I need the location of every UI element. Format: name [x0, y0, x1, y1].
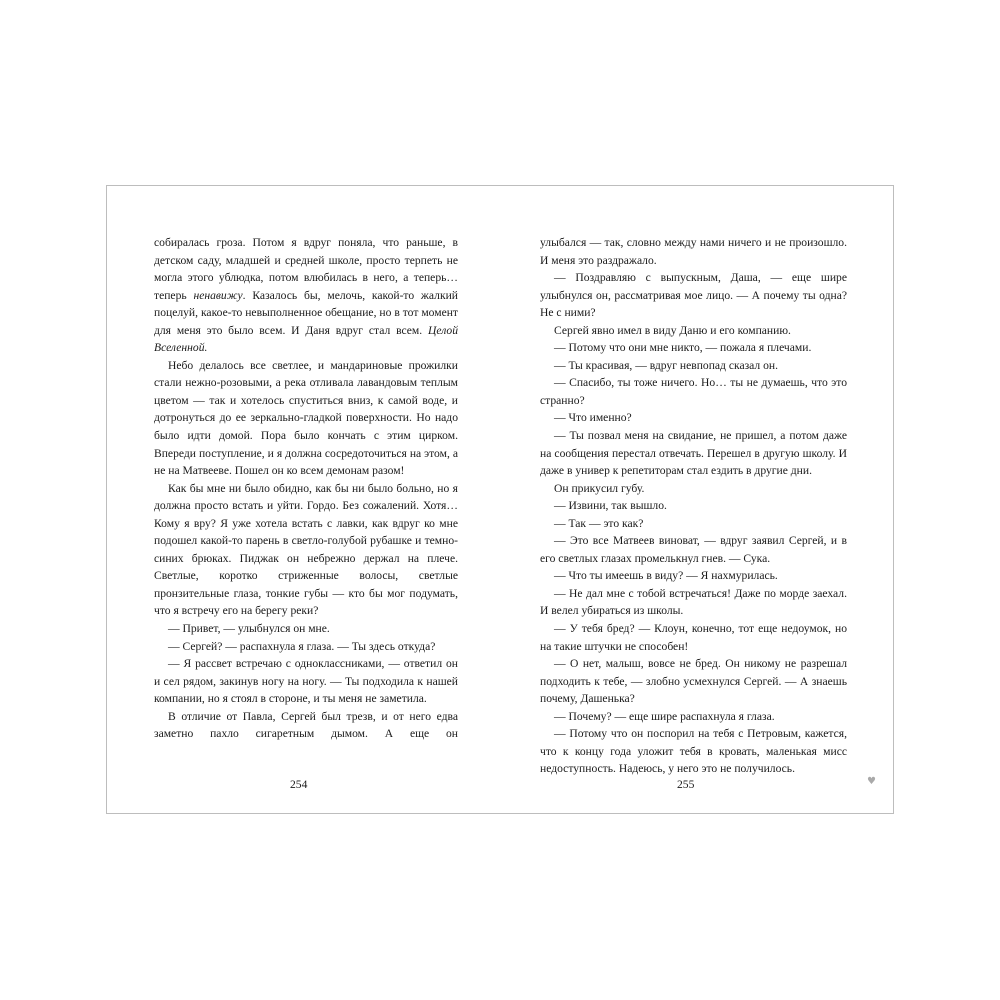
paragraph-text: . Казалось бы, мелочь, какой-то жалкий поцелуй, какое-то невыполненное обещание, но в тот момент для меня это было всем. И Даня вдруг стал всем.: [154, 288, 459, 337]
paragraph: — Так — это как?: [554, 516, 644, 530]
paragraph: — Ты позвал меня на свидание, не пришел, а потом даже на сообщения перестал отвечать. Перешел в другую школу. И даже в универ к репетиторам стал ездить в другие дни.: [540, 429, 847, 478]
paragraph: — Извини, так вышло.: [554, 499, 667, 513]
paragraph: — Это все Матвеев виноват, — вдруг заявил Сергей, и в его светлых глазах промелькнул гнев. — Сука.: [540, 534, 847, 565]
emphasis: ненавижу: [193, 288, 243, 302]
paragraph: — Привет, — улыбнулся он мне.: [168, 622, 330, 636]
paragraph: [154, 234, 458, 357]
paragraph: — Поздравляю с выпускным, Даша, — еще шире улыбнулся он, рассматривая мое лицо. — А почему ты одна? Не с ними?: [540, 271, 847, 320]
paragraph: Он прикусил губу.: [554, 481, 645, 495]
paragraph: Сергей явно имел в виду Даню и его компанию.: [554, 323, 791, 337]
paragraph: Как бы мне ни было обидно, как бы ни было больно, но я должна просто встать и уйти. Гордо. Без сожалений. Хотя… Кому я вру? Я уже хотела встать с лавки, как вдруг ко мне подошел какой-то парень в светло-голубой рубашке и темно-синих брюках. Пиджак он небрежно держал на плече. Светлые, коротко стриженные волосы, светлые пронзительные глаза, тонкие губы — кто бы мог подумать, что я встречу его на берегу реки?: [154, 481, 458, 618]
heart-icon: ♥: [867, 776, 876, 787]
paragraph: — Потому что он поспорил на тебя с Петровым, кажется, что к концу года уложит тебя в кровать, маленькая мисс недоступность. Надеюсь, у него это не получилось.: [540, 727, 847, 776]
paragraph: — Потому что они мне никто, — пожала я плечами.: [554, 341, 812, 355]
paragraph: — У тебя бред? — Клоун, конечно, тот еще недоумок, но на такие штучки не способен!: [540, 622, 847, 653]
paragraph: — Почему? — еще шире распахнула я глаза.: [554, 709, 775, 723]
paragraph: — Я рассвет встречаю с одноклассниками, — ответил он и сел рядом, закинув ногу на ногу. — Ты подходила к нашей компании, но я стоял в стороне, и ты меня не заметила.: [154, 657, 458, 706]
paragraph-text: собиралась гроза. Потом я вдруг поняла, что раньше, в детском саду, младшей и средней школе, просто терпеть не могла этого ублюдка, потом влюбилась в него, а теперь… теперь: [154, 236, 458, 302]
paragraph: Небо делалось все светлее, и мандариновые прожилки стали нежно-розовыми, а река отливала лавандовым теплым цветом — так и хотелось спуститься вниз, к самой воде, и дотронуться до ее зеркально-гладкой поверхности. Но надо было идти домой. Пора было кончать с этим цирком. Впереди поступление, и я должна сосредоточиться на этом, а не на Матвееве. Пошел он ко всем демонам разом!: [154, 358, 458, 478]
paragraph: В отличие от Павла, Сергей был трезв, и от него едва заметно пахло сигаретным дымом. А еще он: [154, 709, 458, 741]
page-number-left: 254: [290, 778, 308, 791]
paragraph: — Что ты имеешь в виду? — Я нахмурилась.: [554, 569, 778, 583]
paragraph: — О нет, малыш, вовсе не бред. Он никому не разрешал подходить к тебе, — злобно усмехнулся Сергей. — А знаешь почему, Дашенька?: [540, 657, 847, 706]
emphasis: Целой Вселенной.: [154, 323, 458, 355]
paragraph: улыбался — так, словно между нами ничего и не произошло. И меня это раздражало.: [540, 236, 847, 267]
page-number-right: 255: [677, 778, 695, 791]
paragraph: — Спасибо, ты тоже ничего. Но… ты не думаешь, что это странно?: [540, 376, 847, 407]
book-spread: [106, 185, 894, 814]
paragraph: — Что именно?: [554, 411, 632, 425]
paragraph: — Сергей? — распахнула я глаза. — Ты здесь откуда?: [168, 639, 436, 653]
paragraph: — Не дал мне с тобой встречаться! Даже по морде заехал. И велел убираться из школы.: [540, 586, 847, 618]
paragraph: — Ты красивая, — вдруг невпопад сказал он.: [554, 358, 779, 372]
left-page-text: [154, 234, 458, 743]
right-page-text: [540, 234, 847, 778]
